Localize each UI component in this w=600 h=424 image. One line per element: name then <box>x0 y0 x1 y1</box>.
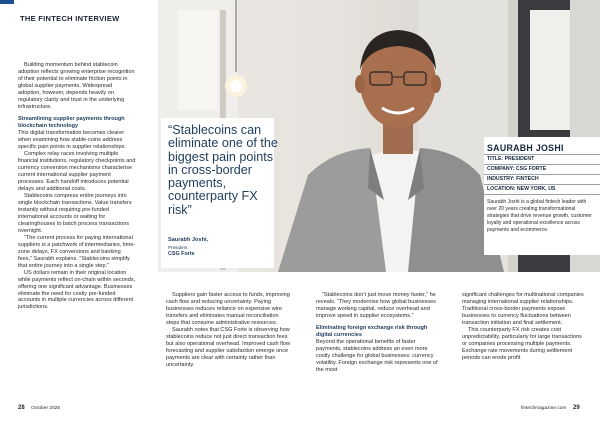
article-column-2 <box>166 292 291 369</box>
profile-company: COMPANY: CSG FORTE <box>487 166 547 172</box>
section-title: THE FINTECH INTERVIEW <box>20 14 120 23</box>
profile-name: SAURABH JOSHI <box>487 143 564 153</box>
profile-title: TITLE: PRESIDENT <box>487 156 535 162</box>
quote-attribution-role: President <box>168 245 188 250</box>
site-url[interactable]: fintechmagazine.com <box>521 406 567 411</box>
paragraph: This counterparty FX risk creates cost unpredictability, particularly for large transactions or companies processing multiple payments. Exchange rate movements during settlement periods can erode profit <box>462 326 582 361</box>
quote-attribution-name: Saurabh Joshi, <box>168 237 209 243</box>
profile-card <box>484 137 600 255</box>
subheading: Eliminating foreign exchange risk through digital currencies <box>316 324 428 338</box>
pull-quote-text: “Stablecoins can eliminate one of the biggest pain points in cross-border payments, counterparty FX risk” <box>168 123 278 217</box>
paragraph: This digital transformation becomes clearer when examining how stable-coins address specific pain points in supplier relationships. <box>18 129 126 150</box>
paragraph: Saurabh notes that CSG Forte is observing how stablecoins reduce not just direct transaction fees but also operational overhead. Improved cash flow forecasting and supplier satisfaction emerge once payments are clear with certainty rather than uncertainty. <box>166 326 290 368</box>
profile-divider <box>484 184 600 185</box>
profile-divider <box>484 164 600 165</box>
paragraph: Building momentum behind stablecoin adoption reflects growing enterprise recognition of their potential to eliminate friction points in global supplier payments. Widespread adoption, however, depends heavily on regulatory clarity and trust in the underlying infrastructure. <box>18 62 135 110</box>
profile-divider <box>484 174 600 175</box>
article-column-3 <box>316 292 440 374</box>
paragraph: Stablecoins compress entire journeys into single blockchain transactions. Value transfers instantly without requiring pre-funded international accounts or waiting for clearinghouses to batch process transactions overnight. <box>18 192 132 234</box>
profile-industry: INDUSTRY: FINTECH <box>487 176 539 182</box>
paragraph: Suppliers gain faster access to funds, improving cash flow and reducing uncertainty. Paying businesses reduces reliance on expensive wire transfers and eliminates manual reconciliation steps that consume administrative resources. <box>166 292 290 326</box>
header-accent-bar <box>0 0 14 4</box>
paragraph: significant challenges for multinational companies managing international supplier relationships. Traditional cross-border payments expose businesses to currency fluctuations between transaction initiation and final settlement. <box>462 292 584 326</box>
profile-bio: Saurabh Joshi is a global fintech leader with over 20 years creating transformational strategies that drive revenue growth, customer loyalty and operational excellence across payments and ecommerce. <box>487 199 592 233</box>
article-column-4 <box>462 292 587 362</box>
paragraph: Complex relay races involving multiple financial institutions, regulatory checkpoints and currency conversion mechanisms characterise current international supplier payment processes. Each handoff introduces potential delays and additional costs. <box>18 150 136 192</box>
subheading: Streamlining supplier payments through blockchain technology <box>18 115 125 129</box>
profile-divider <box>484 194 600 195</box>
profile-location: LOCATION: NEW YORK, US <box>487 186 556 192</box>
paragraph: “The current process for paying international suppliers is a patchwork of intermediaries, time-zone delays, FX conversions and banking fees,” Saurabh explains. “Stablecoins simplify that entire journey into a single step.” <box>18 234 136 269</box>
article-column-1 <box>18 62 136 311</box>
profile-divider <box>484 154 600 155</box>
issue-date: October 2025 <box>31 406 61 411</box>
paragraph: US dollars remain in their original location while payments reflect on-chain within seconds, offering one significant advantage. Businesses eliminate the need for costly pre-funded accounts in multiple currencies across different jurisdictions. <box>18 269 136 311</box>
paragraph: Beyond the operational benefits of faster payments, stablecoins address an even more costly challenge for global businesses: currency volatility. Foreign exchange risk represents one of the most <box>316 338 438 373</box>
quote-attribution-company: CSG Forte <box>168 251 195 257</box>
paragraph: “Stablecoins don’t just move money faster,” he reveals. “They modernise how global businesses manage working capital, reduce overhead and improve speed in supplier ecosystems.” <box>316 292 436 319</box>
right-page-number: 29 <box>573 405 580 411</box>
left-page-number: 28 <box>18 405 25 411</box>
